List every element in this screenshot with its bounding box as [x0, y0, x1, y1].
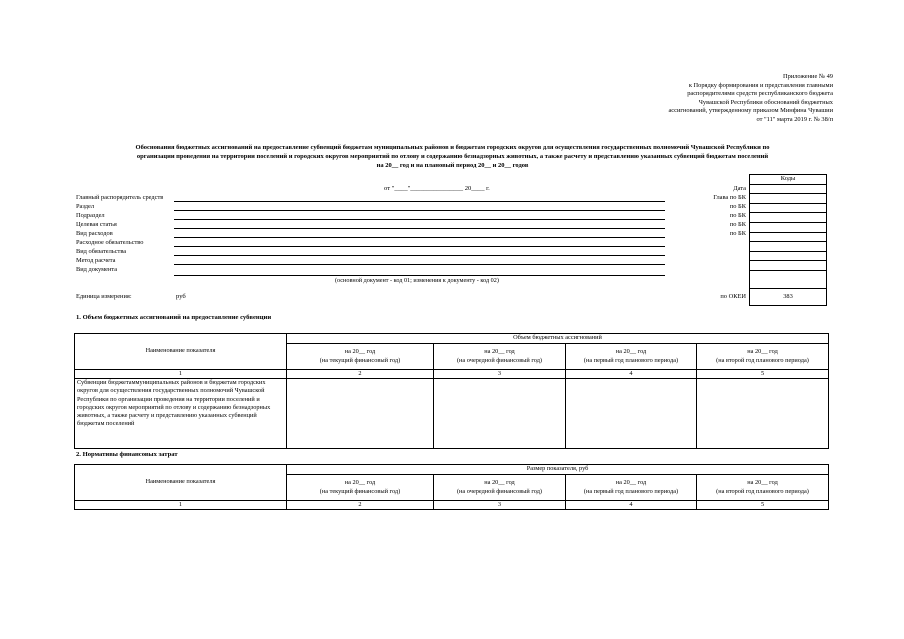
- s1-col-period: (на текущий финансовый год): [319, 356, 401, 364]
- form-row-code-label: по БК: [729, 221, 746, 228]
- s1-col-year: на 20__ год: [747, 348, 778, 356]
- title-line: на 20__ год и на плановый период 20__ и 20__ годов: [376, 162, 529, 169]
- form-row-label: Подраздел: [76, 212, 105, 219]
- s2-col-year: на 20__ год: [747, 479, 778, 487]
- appendix-line: ассигнований, утвержденному приказом Минфина Чувашии: [668, 107, 833, 114]
- appendix-line: распорядителями средств республиканского бюджета: [687, 90, 833, 97]
- form-row-label: Вид расходов: [76, 230, 113, 237]
- unit-label: Единица измерения:: [76, 293, 132, 300]
- code-podrazdel: [750, 213, 827, 223]
- appendix-line: к Порядку формирования и представления главными: [688, 81, 833, 89]
- s1-col-year: на 20__ год: [615, 348, 647, 356]
- form-row-line: [174, 255, 665, 256]
- s1-col-header: [697, 344, 829, 370]
- s1-row-name: Субвенции бюджетаммуниципальных районов и бюджетам городских округов для осуществления государственных полномочий Чувашской Республики по организации проведения на территории поселений и городских округов мероприятий по отлову и содержанию безнадзорных животных, а также расчету и представлению указанных субвенций бюджетам поселений: [75, 379, 287, 449]
- code-target: [750, 222, 827, 232]
- code-obligation-type: [750, 251, 827, 261]
- s1-col-period: (на второй год планового периода): [716, 356, 809, 364]
- s2-col-header: [434, 475, 566, 501]
- doc-type-note: (основной документ - код 01; изменения к документу - код 02): [335, 277, 499, 284]
- s1-value-cell: [434, 379, 566, 449]
- form-row-line: [174, 210, 665, 211]
- date-line: от "____"________________ 20____ г.: [384, 185, 490, 192]
- code-method: [750, 261, 827, 271]
- form-row-label: Метод расчета: [76, 257, 116, 264]
- s2-col-period: (на текущий финансовый год): [319, 487, 401, 495]
- section1-table: [74, 333, 829, 449]
- s2-group-header: Размер показателя, руб: [287, 465, 829, 475]
- s2-col-number: 3: [434, 501, 566, 510]
- appendix-line: Чувашской Республики обоснований бюджетных: [698, 98, 833, 106]
- s2-col-name-header: Наименование показателя: [75, 465, 287, 501]
- unit-value: руб: [176, 293, 186, 300]
- form-row-line: [174, 237, 665, 238]
- s2-col-number: 5: [697, 501, 829, 510]
- s1-col-year: на 20__ год: [484, 348, 515, 356]
- s1-col-header: [287, 344, 434, 370]
- s1-col-year: на 20__ год: [344, 348, 376, 356]
- section2-table: [74, 464, 829, 510]
- s2-col-header: [287, 475, 434, 501]
- date-code-label: Дата: [733, 185, 746, 192]
- code-expense-type: [750, 232, 827, 242]
- s2-col-header: [566, 475, 697, 501]
- s1-col-number: 1: [75, 370, 287, 379]
- s2-col-number: 4: [566, 501, 697, 510]
- appendix-line: Приложение № 49: [783, 73, 833, 80]
- s2-col-number: 2: [287, 501, 434, 510]
- appendix-line: от "11" марта 2019 г. № 38/п: [756, 115, 833, 123]
- title-line: организации проведения на территории поселений и городских округов мероприятий по отлову и содержанию безнадзорных животных, а также расчету и представлению указанных субвенций бюджетам поселений: [136, 153, 769, 160]
- s2-col-year: на 20__ год: [484, 479, 515, 487]
- form-row-label: Главный распорядитель средств: [76, 194, 164, 201]
- form-row-line: [174, 264, 665, 265]
- title-line: Обоснования бюджетных ассигнований на предоставление субвенций бюджетам муниципальных районов и бюджетам городских округов для осуществления государственных полномочий Чувашской Республики по: [135, 144, 770, 151]
- form-row-line: [174, 201, 665, 202]
- s1-col-name-header: Наименование показателя: [75, 334, 287, 370]
- code-date: [750, 184, 827, 194]
- s1-col-header: [434, 344, 566, 370]
- section2-heading: 2. Нормативы финансовых затрат: [76, 451, 178, 458]
- codes-box: [749, 174, 827, 306]
- s1-col-period: (на первый год планового периода): [583, 356, 679, 364]
- s1-col-period: (на очередной финансовый год): [456, 356, 543, 364]
- section1-heading: 1. Объем бюджетных ассигнований на предоставление субвенции: [76, 314, 272, 321]
- form-row-code-label: по БК: [729, 230, 746, 237]
- code-glava: [750, 194, 827, 204]
- s1-col-number: 2: [287, 370, 434, 379]
- s1-col-number: 3: [434, 370, 566, 379]
- form-row-line: [174, 228, 665, 229]
- s2-col-period: (на первый год планового периода): [583, 487, 679, 495]
- form-row-label: Вид обязательства: [76, 248, 127, 255]
- form-row-code-label: по БК: [729, 203, 746, 210]
- s1-value-cell: [697, 379, 829, 449]
- form-row-label: Целевая статья: [76, 221, 117, 228]
- code-doc-type: [750, 270, 827, 288]
- form-row-code-label: Глава по БК: [713, 194, 746, 201]
- form-row-label: Раздел: [76, 203, 95, 210]
- code-okei: 383: [750, 288, 827, 305]
- okei-label: по ОКЕИ: [720, 293, 746, 300]
- s1-value-cell: [566, 379, 697, 449]
- s1-group-header: Объем бюджетных ассигнований: [287, 334, 829, 344]
- s2-col-period: (на второй год планового периода): [716, 487, 809, 495]
- codes-header: Коды: [750, 175, 827, 185]
- code-razdel: [750, 203, 827, 213]
- s1-value-cell: [287, 379, 434, 449]
- s2-col-year: на 20__ год: [615, 479, 647, 487]
- s2-col-header: [697, 475, 829, 501]
- s1-col-header: [566, 344, 697, 370]
- form-row-code-label: по БК: [729, 212, 746, 219]
- form-row-line: [174, 275, 665, 276]
- s1-col-number: 4: [566, 370, 697, 379]
- code-obligation: [750, 242, 827, 252]
- s2-col-year: на 20__ год: [344, 479, 376, 487]
- form-row-line: [174, 219, 665, 220]
- s1-col-number: 5: [697, 370, 829, 379]
- form-row-line: [174, 246, 665, 247]
- form-row-label: Вид документа: [76, 266, 118, 273]
- s2-col-number: 1: [75, 501, 287, 510]
- form-row-label: Расходное обязательство: [76, 239, 144, 246]
- document-title: [80, 143, 825, 170]
- s2-col-period: (на очередной финансовый год): [456, 487, 543, 495]
- appendix-note: [608, 73, 833, 124]
